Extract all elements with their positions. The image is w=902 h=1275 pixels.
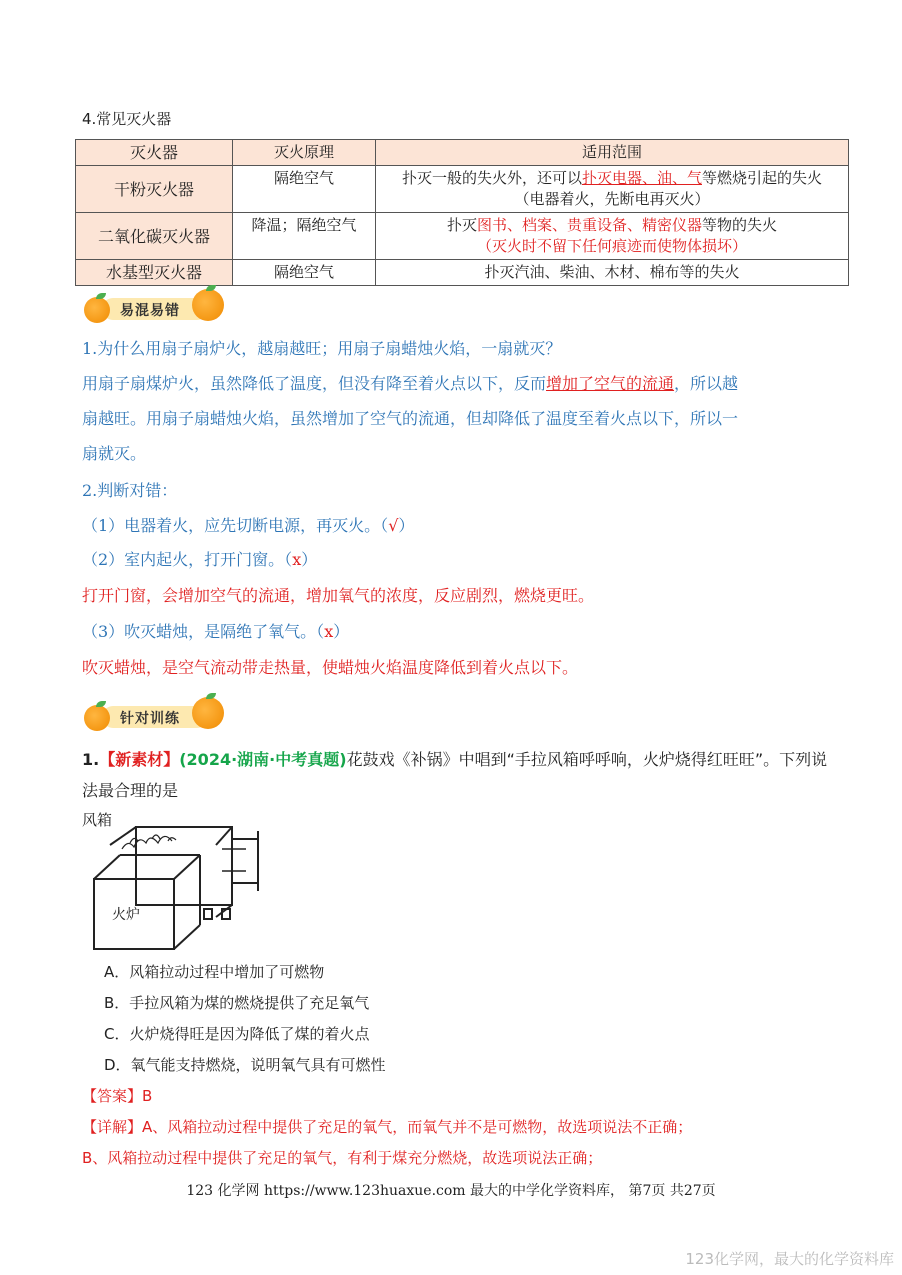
answer-text: 用扇子扇煤炉火，虽然降低了温度，但没有降至着火点以下，反而 [82, 374, 547, 393]
figure-label-bellows: 风箱 [82, 811, 113, 829]
judge-explanation-2: 打开门窗，会增加空气的流通，增加氧气的浓度，反应剧烈，燃烧更旺。 [82, 586, 595, 605]
table-header-cell: 灭火原理 [233, 140, 376, 166]
table-row [76, 166, 849, 213]
mix-question-2: 2.判断对错： [82, 481, 178, 500]
question-stem [82, 750, 827, 770]
extinguisher-table [75, 139, 849, 286]
table-cell: 干粉灭火器 [76, 166, 233, 213]
orange-icon [84, 297, 110, 323]
question-stem-line2: 法最合理的是 [82, 781, 179, 800]
answer-highlight: 增加了空气的流通 [546, 374, 675, 393]
section-badge-mix [84, 293, 218, 323]
scope-text: 等燃烧引起的失火 [702, 169, 823, 187]
question-tag: 【新素材】 [99, 750, 180, 769]
leaf-icon [96, 293, 106, 299]
option-a[interactable]: A．风箱拉动过程中增加了可燃物 [104, 963, 325, 981]
table-cell: 二氧化碳灭火器 [76, 213, 233, 260]
table-cell: 隔绝空气 [233, 166, 376, 213]
page-footer: 123 化学网 https://www.123huaxue.com 最大的中学化学资料库， 第7页 共27页 [186, 1183, 716, 1199]
section-title: 4.常见灭火器 [82, 110, 172, 128]
answer-text: ，所以越 [674, 374, 739, 393]
scope-text: 等物的失火 [702, 216, 778, 234]
table-cell [376, 260, 849, 286]
scope-highlight: 图书、档案、贵重设备、精密仪器 [476, 216, 702, 234]
question-number: 1. [82, 750, 100, 769]
table-cell: 降温；隔绝空气 [233, 213, 376, 260]
mix-answer-line: 扇就灭。 [82, 444, 147, 463]
judge-mark: x [292, 550, 302, 569]
option-d[interactable]: D．氧气能支持燃烧，说明氧气具有可燃性 [104, 1056, 386, 1074]
option-b[interactable]: B．手拉风箱为煤的燃烧提供了充足氧气 [104, 994, 370, 1012]
bellows-figure [82, 809, 282, 959]
scope-highlight: 扑灭电器、油、气 [581, 169, 702, 187]
table-cell [376, 166, 849, 213]
scope-text: 扑灭 [446, 216, 477, 234]
detail-line-1: 【详解】A、风箱拉动过程中提供了充足的氧气，而氧气并不是可燃物，故选项说法不正确； [82, 1118, 693, 1136]
table-row [76, 213, 849, 260]
detail-line-2: B、风箱拉动过程中提供了充足的氧气，有利于煤充分燃烧，故选项说法正确； [82, 1149, 603, 1167]
option-c[interactable]: C．火炉烧得旺是因为降低了煤的着火点 [104, 1025, 370, 1043]
judge-mark: √ [388, 516, 399, 535]
judge-text: ） [398, 516, 415, 535]
judge-text: （3）吹灭蜡烛，是隔绝了氧气。（ [82, 622, 325, 641]
table-cell: 水基型灭火器 [76, 260, 233, 286]
stem-text: 花鼓戏《补锅》中唱到“手拉风箱呼呼响，火炉烧得红旺旺”。下列说 [346, 750, 828, 769]
bellows-drawing [82, 809, 282, 954]
question-source: (2024·湖南·中考真题) [179, 750, 347, 769]
table-cell [376, 213, 849, 260]
table-header-cell: 适用范围 [376, 140, 849, 166]
badge-label: 易混易错 [120, 303, 180, 319]
scope-note: （电器着火，先断电再灭火） [514, 190, 710, 208]
figure-label-furnace: 火炉 [112, 907, 140, 923]
orange-icon [192, 289, 224, 321]
leaf-icon [96, 701, 106, 707]
orange-icon [84, 705, 110, 731]
section-badge-practice [84, 701, 218, 731]
judge-text: ） [301, 550, 318, 569]
judge-text: （2）室内起火，打开门窗。（ [82, 550, 293, 569]
table-header-cell: 灭火器 [76, 140, 233, 166]
mix-question-1: 1.为什么用扇子扇炉火，越扇越旺；用扇子扇蜡烛火焰，一扇就灭？ [82, 339, 562, 358]
scope-note: （灭火时不留下任何痕迹而使物体损坏） [476, 237, 747, 255]
judge-text: ） [333, 622, 350, 641]
table-header-row [76, 140, 849, 166]
judge-explanation-3: 吹灭蜡烛，是空气流动带走热量，使蜡烛火焰温度降低到着火点以下。 [82, 658, 579, 677]
answer-line: 【答案】B [82, 1087, 153, 1105]
judge-item-2 [82, 550, 317, 570]
badge-label: 针对训练 [120, 711, 180, 727]
scope-text: 扑灭一般的失火外，还可以 [401, 169, 582, 187]
judge-item-3 [82, 622, 349, 642]
table-cell: 隔绝空气 [233, 260, 376, 286]
judge-item-1 [82, 516, 414, 536]
watermark: 123化学网，最大的化学资料库 [685, 1250, 894, 1268]
orange-icon [192, 697, 224, 729]
scope-text: 扑灭汽油、柴油、木材、棉布等的失火 [484, 263, 740, 281]
judge-text: （1）电器着火，应先切断电源，再灭火。（ [82, 516, 389, 535]
table-row [76, 260, 849, 286]
mix-answer-line [82, 374, 738, 394]
mix-answer-line: 扇越旺。用扇子扇蜡烛火焰，虽然增加了空气的流通，但却降低了温度至着火点以下，所以一 [82, 409, 739, 428]
judge-mark: x [324, 622, 334, 641]
